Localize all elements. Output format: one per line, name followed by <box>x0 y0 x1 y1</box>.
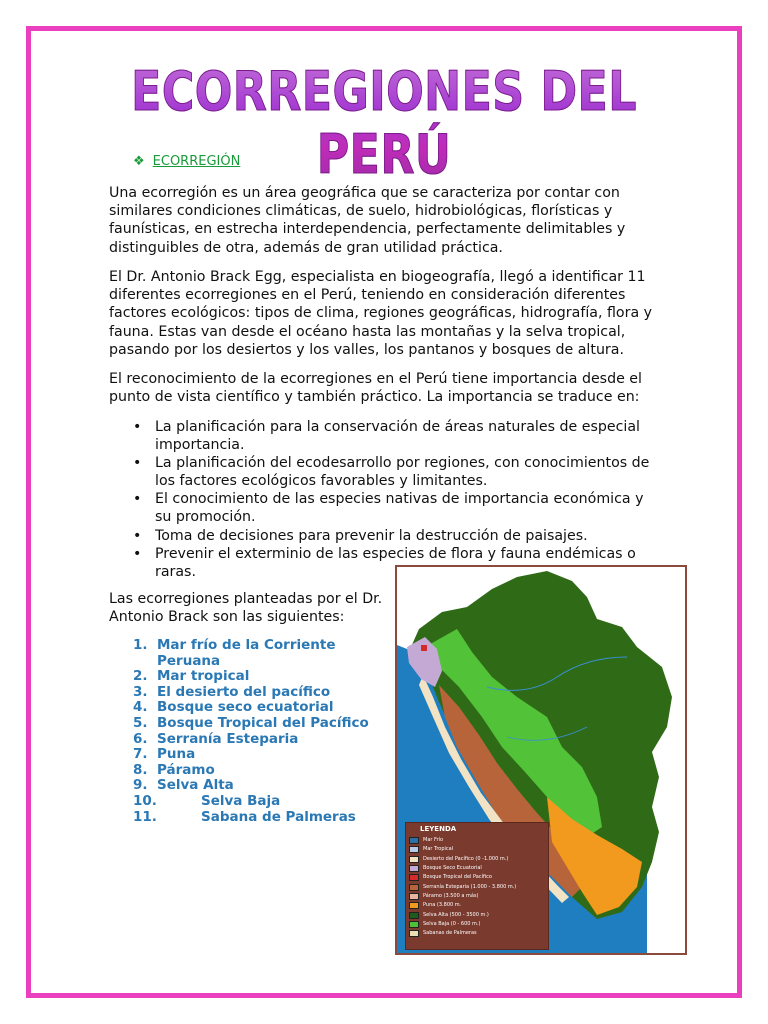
legend-item: Selva Baja (0 - 600 m.) <box>406 920 548 929</box>
legend-item: Desierto del Pacífico (0 -1.000 m.) <box>406 855 548 864</box>
ecoregion-item: 10. Selva Baja <box>133 792 281 809</box>
legend-item: Puna (3.800 m. <box>406 901 548 910</box>
legend-item: Bosque Tropical del Pacífico <box>406 873 548 882</box>
section-heading <box>133 154 240 169</box>
legend-item: Bosque Seco Ecuatorial <box>406 864 548 873</box>
ecoregion-item: 3. El desierto del pacífico <box>133 683 331 700</box>
legend-title: LEYENDA <box>420 825 457 833</box>
ecoregion-item: 2. Mar tropical <box>133 668 250 685</box>
list-item: • El conocimiento de las especies nativas de importancia económica y su promoción. <box>133 490 655 526</box>
map-legend <box>405 822 549 950</box>
paragraph-importance: El reconocimiento de la ecorregiones en el Perú tiene importancia desde el punto de vista científico y también práctico. La importancia se traduce en: <box>109 371 642 406</box>
section-heading-text: ECORREGIÓN <box>152 154 241 169</box>
list-item: • La planificación del ecodesarrollo por regiones, con conocimientos de los factores ecológicos favorables y limitantes. <box>133 454 655 490</box>
peru-ecoregions-map <box>395 565 687 955</box>
list-item: • La planificación para la conservación de áreas naturales de especial importancia. <box>133 418 655 454</box>
ecoregion-item: 11. Sabana de Palmeras <box>133 808 356 825</box>
ecoregion-item: 9. Selva Alta <box>133 777 234 794</box>
ecoregion-item: 8. Páramo <box>133 761 215 778</box>
legend-item: Selva Alta (500 - 3500 m.) <box>406 910 548 919</box>
legend-item: Sabanas de Palmeras <box>406 929 548 938</box>
ecoregion-item: 5. Bosque Tropical del Pacífico <box>133 714 369 731</box>
legend-item: Mar Tropical <box>406 845 548 854</box>
diamond-bullet-icon: ❖ <box>133 154 145 169</box>
ecoregion-item: 1. Mar frío de la Corriente Peruana <box>133 637 336 669</box>
paragraph-definition: Una ecorregión es un área geográfica que se caracteriza por contar con similares condiciones climáticas, de suelo, hidrobiológicas, florísticas y faunísticas, en estrecha interdependencia, perfectamente delimitables y distinguibles de otra, además de gran utilidad práctica. <box>109 185 626 256</box>
importance-list <box>133 418 655 581</box>
legend-item: Serranía Esteparia (1.000 - 3.800 m.) <box>406 882 548 891</box>
legend-item: Mar Frío <box>406 836 548 845</box>
list-item: • Prevenir el exterminio de las especies de flora y fauna endémicas o raras. <box>133 545 655 581</box>
ecoregions-list <box>133 638 403 825</box>
list-item: • Toma de decisiones para prevenir la destrucción de paisajes. <box>133 527 655 545</box>
ecoregions-intro: Las ecorregiones planteadas por el Dr. Antonio Brack son las siguientes: <box>109 591 383 626</box>
paragraph-brack: El Dr. Antonio Brack Egg, especialista en biogeografía, llegó a identificar 11 diferentes ecorregiones en el Perú, teniendo en consideración diferentes factores ecológicos: tipos de clima, regiones geográficas, hidrografía, flora y fauna. Estas van desde el océano hasta las montañas y la selva tropical, pasando por los desiertos y los valles, los pantanos y bosques de altura. <box>109 269 653 358</box>
page-title: ECORREGIONES DEL PERÚ <box>69 60 699 186</box>
ecoregion-item: 7. Puna <box>133 746 196 763</box>
legend-item: Páramo (3.500 a más) <box>406 892 548 901</box>
bosque-tropical-region <box>421 645 427 651</box>
ecoregion-item: 6. Serranía Esteparia <box>133 730 299 747</box>
ecoregion-item: 4. Bosque seco ecuatorial <box>133 699 334 716</box>
